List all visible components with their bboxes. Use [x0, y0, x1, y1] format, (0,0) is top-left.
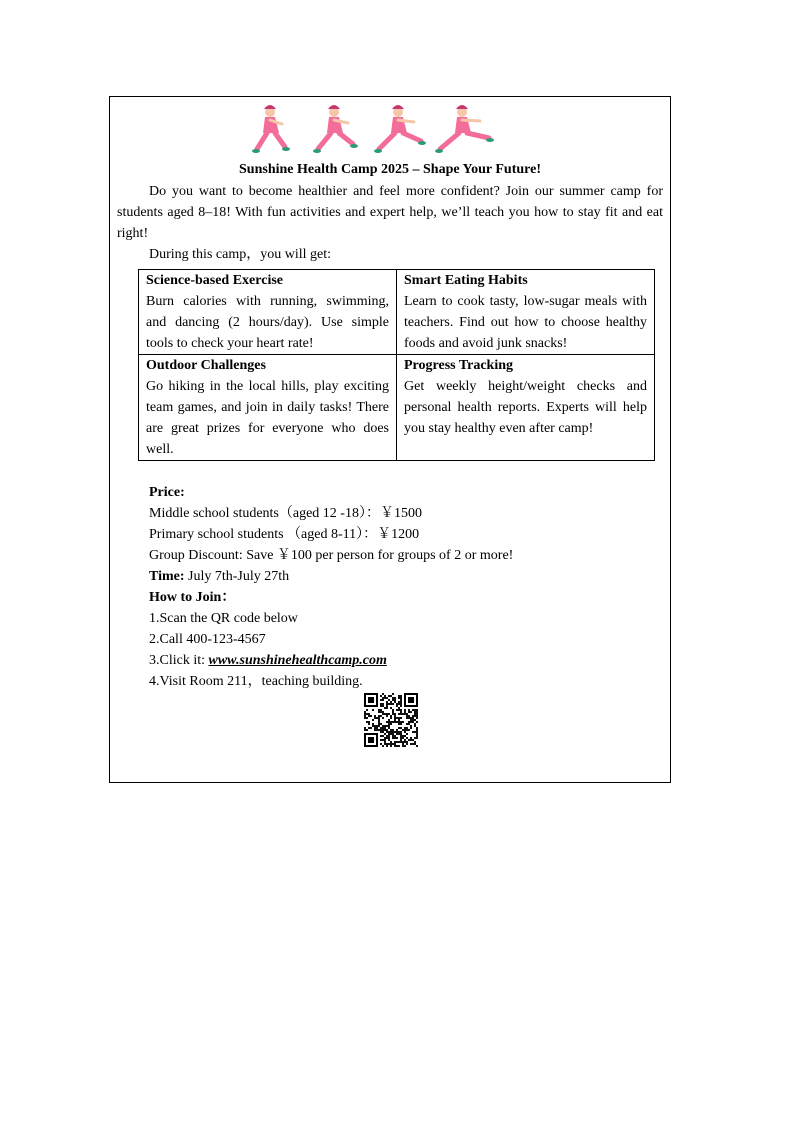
intro-paragraph: Do you want to become healthier and feel more confident? Join our summer camp for students aged 8–18! With fun activities and expert help, we’ll teach you how to stay fit and eat right!: [117, 184, 663, 241]
info-section: [149, 482, 513, 692]
qr-code[interactable]: [364, 693, 418, 747]
join-label: How to Join：: [149, 590, 236, 605]
feature-body: Go hiking in the local hills, play exciting team games, and join in daily tasks! There are great prizes for everyone who does well.: [146, 379, 389, 457]
price-middle: Middle school students（aged 12 -18）：￥1500: [149, 506, 422, 521]
join-step-3-label: 3.Click it:: [149, 653, 209, 668]
time-line: [149, 566, 513, 587]
features-table: [138, 269, 655, 461]
poster-frame: [109, 96, 671, 783]
join-step-2: 2.Call 400-123-4567: [149, 632, 266, 647]
feature-cell-outdoor: [139, 355, 397, 461]
feature-body: Learn to cook tasty, low-sugar meals with teachers. Find out how to choose healthy foods and avoid junk snacks!: [404, 294, 647, 351]
price-primary: Primary school students （aged 8-11）：￥1200: [149, 527, 420, 542]
feature-title: Outdoor Challenges: [146, 358, 266, 373]
feature-body: Burn calories with running, swimming, and dancing (2 hours/day). Use simple tools to check your heart rate!: [146, 294, 389, 351]
price-label: Price:: [149, 485, 185, 500]
website-link[interactable]: www.sunshinehealthcamp.com: [208, 653, 387, 668]
exercise-figure: [313, 105, 358, 153]
feature-title: Science-based Exercise: [146, 273, 283, 288]
exercise-figure: [252, 105, 290, 153]
page-title: Sunshine Health Camp 2025 – Shape Your Future!: [239, 162, 541, 177]
feature-cell-eating: [397, 270, 655, 355]
join-step-3: [149, 650, 513, 671]
during-camp-text: During this camp，you will get:: [149, 247, 331, 262]
feature-body: Get weekly height/weight checks and personal health reports. Experts will help you stay healthy even after camp!: [404, 379, 647, 436]
group-discount: Group Discount: Save ￥100 per person for groups of 2 or more!: [149, 548, 514, 563]
feature-title: Smart Eating Habits: [404, 273, 528, 288]
exercise-figure: [435, 105, 494, 153]
time-label: Time:: [149, 569, 185, 584]
exercise-figure: [374, 105, 426, 153]
time-value: July 7th-July 27th: [184, 569, 290, 584]
exercise-figures-banner: [250, 103, 510, 157]
feature-cell-tracking: [397, 355, 655, 461]
join-step-1: 1.Scan the QR code below: [149, 611, 298, 626]
feature-cell-exercise: [139, 270, 397, 355]
join-step-4: 4.Visit Room 211，teaching building.: [149, 674, 363, 689]
feature-title: Progress Tracking: [404, 358, 514, 373]
